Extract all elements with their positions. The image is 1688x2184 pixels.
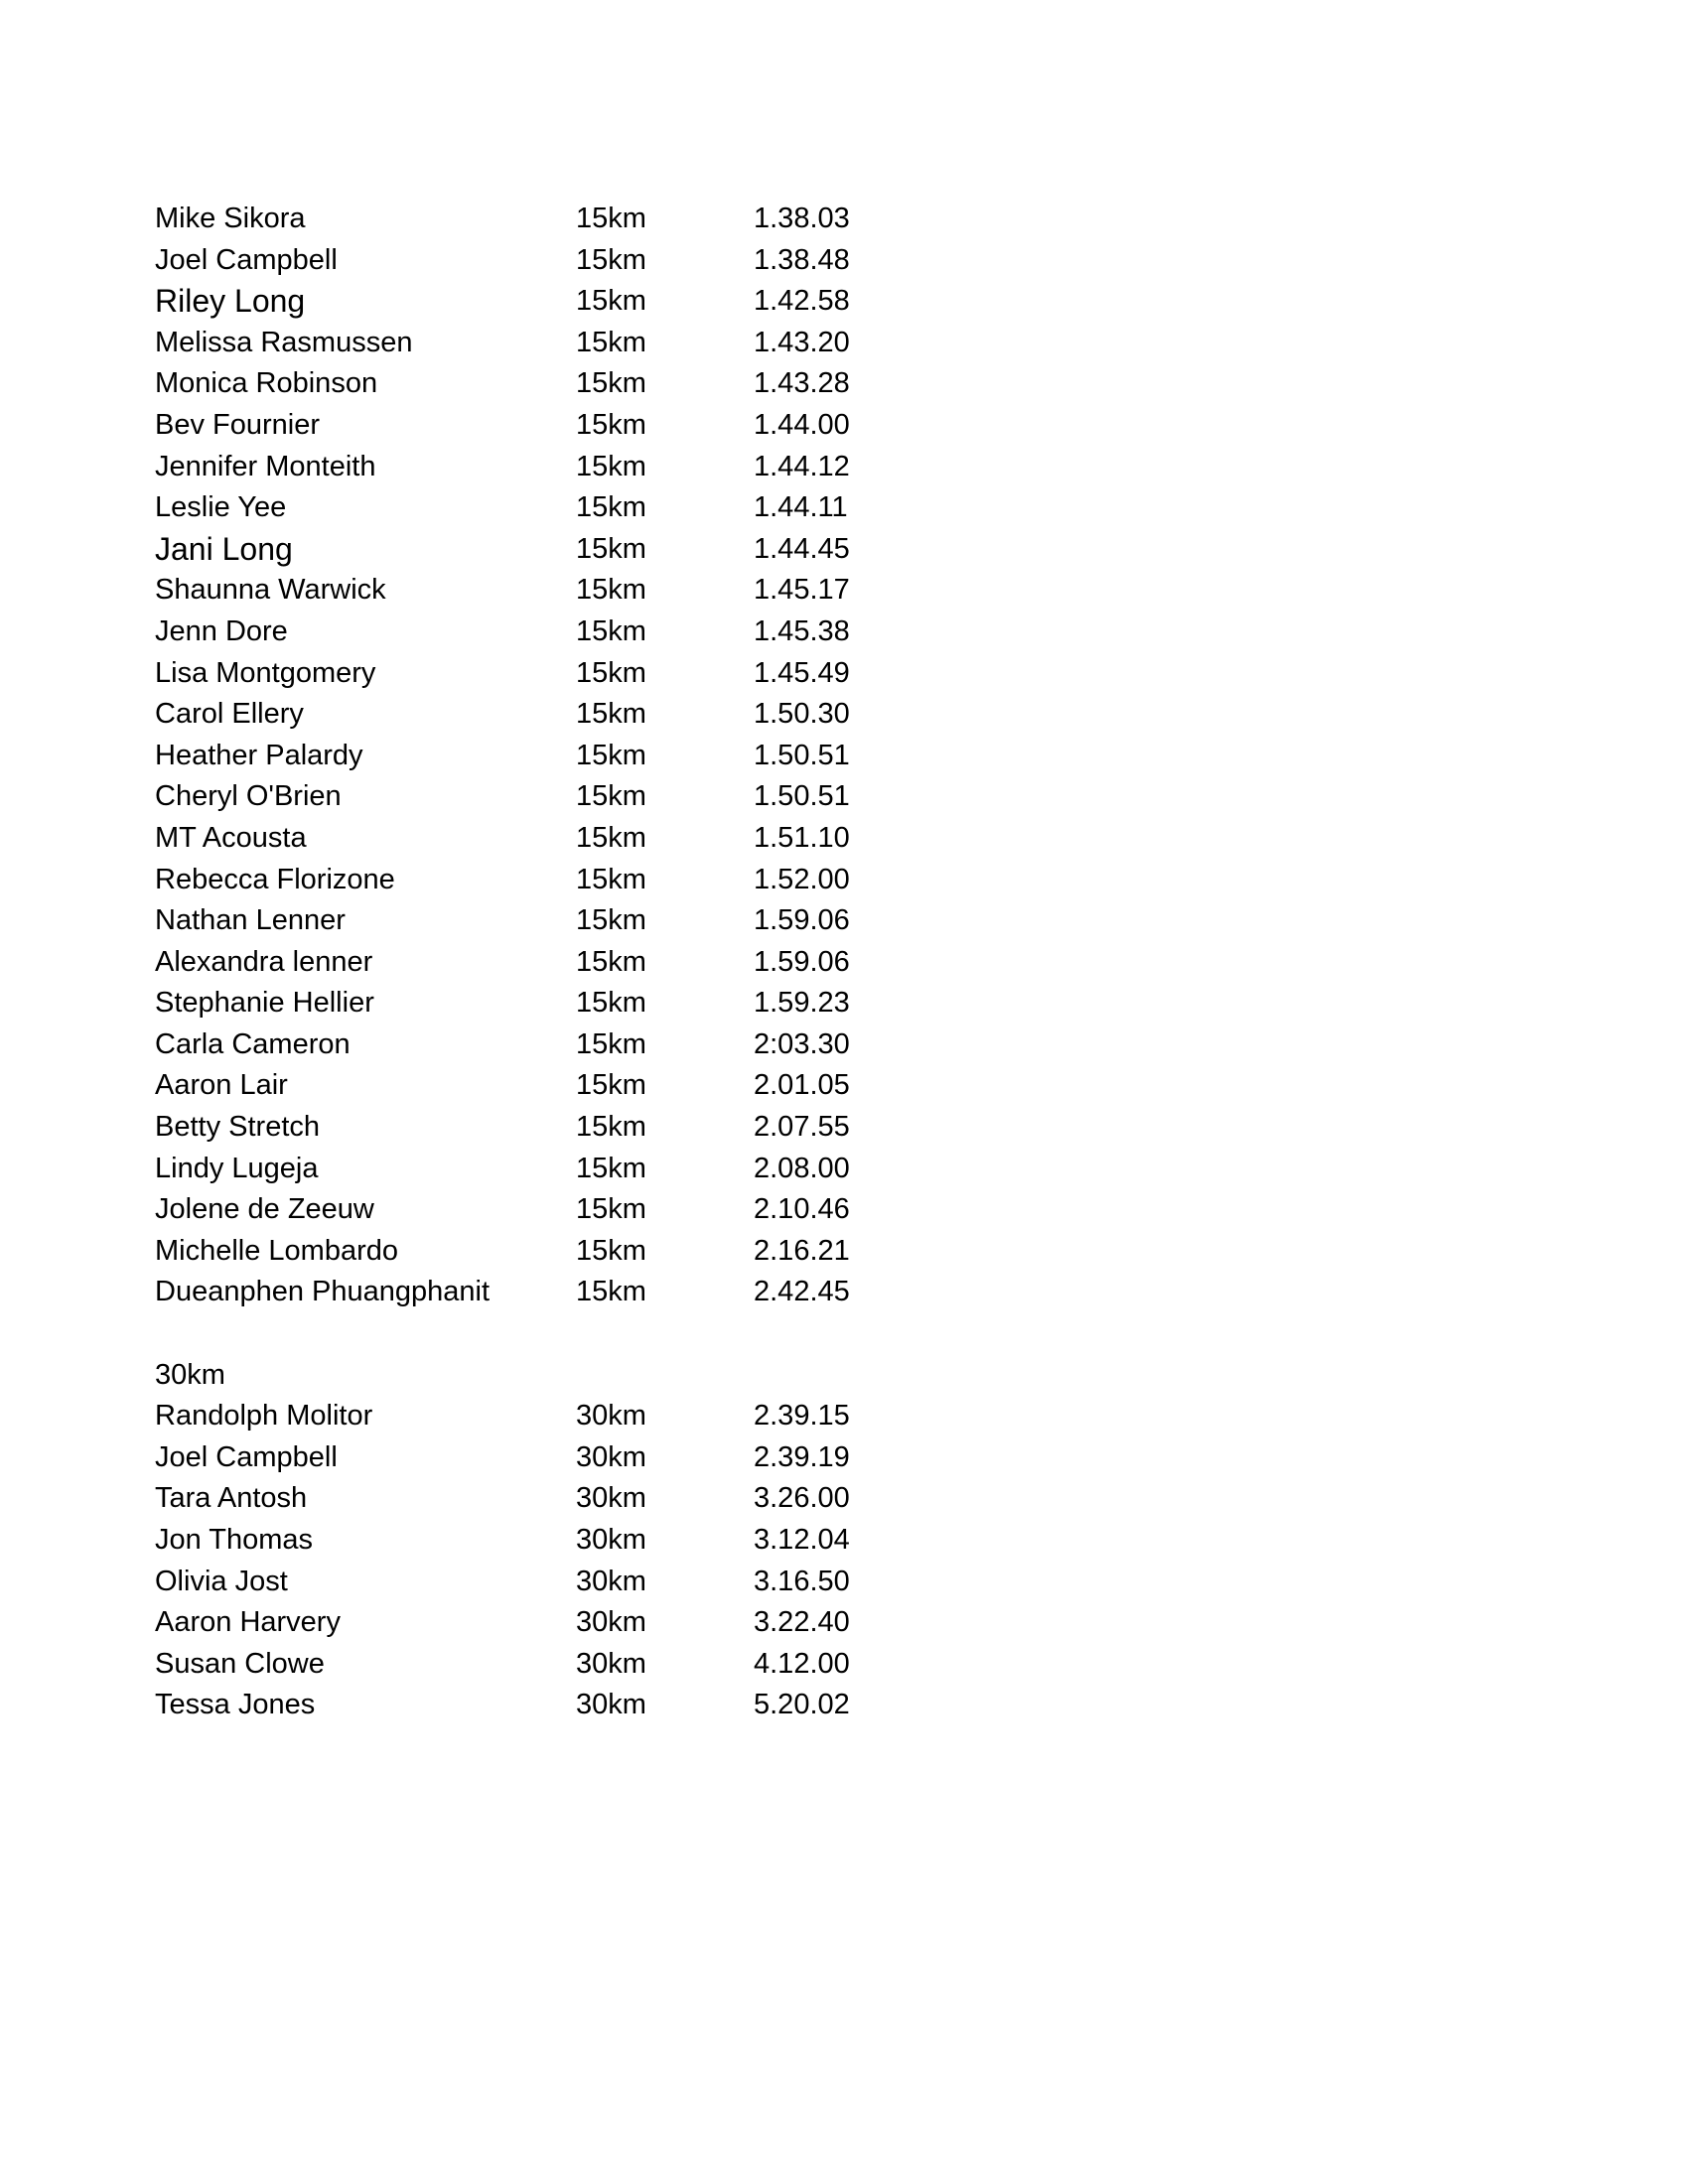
runner-name: Jolene de Zeeuw	[155, 1193, 374, 1226]
distance: 15km	[576, 285, 646, 318]
runner-name: Aaron Lair	[155, 1069, 288, 1102]
result-row	[155, 1562, 1049, 1603]
result-row	[155, 199, 1049, 240]
runner-name: Lindy Lugeja	[155, 1152, 319, 1184]
finish-time: 1.45.17	[754, 574, 850, 607]
result-row	[155, 281, 1049, 323]
runner-name: Jani Long	[155, 530, 293, 567]
runner-name: Carol Ellery	[155, 698, 304, 731]
result-row	[155, 1231, 1049, 1273]
distance: 30km	[576, 1440, 646, 1473]
finish-time: 3.26.00	[754, 1482, 850, 1515]
result-row	[155, 653, 1049, 695]
section-30km	[155, 1355, 1049, 1726]
runner-name: Joel Campbell	[155, 1440, 338, 1473]
result-row	[155, 447, 1049, 488]
runner-name: Rebecca Florizone	[155, 863, 395, 895]
finish-time: 4.12.00	[754, 1647, 850, 1680]
finish-time: 1.45.49	[754, 656, 850, 689]
finish-time: 1.38.48	[754, 243, 850, 276]
distance: 15km	[576, 698, 646, 731]
finish-time: 2.07.55	[754, 1111, 850, 1144]
result-row	[155, 1189, 1049, 1231]
finish-time: 2.42.45	[754, 1276, 850, 1308]
runner-name: Melissa Rasmussen	[155, 326, 413, 358]
distance: 15km	[576, 1193, 646, 1226]
runner-name: Tara Antosh	[155, 1482, 308, 1515]
runner-name: Shaunna Warwick	[155, 574, 386, 607]
result-row	[155, 1065, 1049, 1107]
runner-name: Leslie Yee	[155, 491, 287, 524]
runner-name: Betty Stretch	[155, 1111, 321, 1144]
result-row	[155, 1685, 1049, 1726]
finish-time: 1.44.45	[754, 532, 850, 565]
result-row	[155, 570, 1049, 612]
finish-time: 1.51.10	[754, 821, 850, 854]
result-row	[155, 1396, 1049, 1437]
runner-name: Bev Fournier	[155, 408, 321, 441]
distance: 30km	[576, 1689, 646, 1721]
result-row	[155, 736, 1049, 777]
runner-name: Mike Sikora	[155, 203, 306, 234]
result-row	[155, 363, 1049, 405]
distance: 15km	[576, 1276, 646, 1308]
runner-name: Dueanphen Phuangphanit	[155, 1276, 491, 1308]
result-row	[155, 1520, 1049, 1562]
runner-name: Susan Clowe	[155, 1647, 325, 1680]
distance: 15km	[576, 1152, 646, 1184]
distance: 15km	[576, 1027, 646, 1060]
finish-time: 1.59.06	[754, 904, 850, 937]
distance: 15km	[576, 408, 646, 441]
finish-time: 1.59.23	[754, 987, 850, 1020]
result-row	[155, 1149, 1049, 1190]
runner-name: Riley Long	[155, 283, 306, 320]
runner-name: Nathan Lenner	[155, 904, 346, 937]
distance: 15km	[576, 821, 646, 854]
result-row	[155, 900, 1049, 942]
finish-time: 5.20.02	[754, 1689, 850, 1721]
distance: 15km	[576, 326, 646, 358]
finish-time: 2.39.19	[754, 1440, 850, 1473]
result-row	[155, 776, 1049, 818]
finish-time: 1.44.12	[754, 450, 850, 482]
result-row	[155, 860, 1049, 901]
finish-time: 1.45.38	[754, 614, 850, 647]
runner-name: Carla Cameron	[155, 1027, 351, 1060]
distance: 15km	[576, 780, 646, 813]
finish-time: 1.50.51	[754, 739, 850, 771]
runner-name: Aaron Harvery	[155, 1606, 341, 1639]
finish-time: 3.16.50	[754, 1565, 850, 1597]
distance: 30km	[576, 1400, 646, 1433]
runner-name: Jennifer Monteith	[155, 450, 376, 482]
results-list	[155, 199, 1049, 1726]
result-row	[155, 612, 1049, 653]
finish-time: 1.52.00	[754, 863, 850, 895]
finish-time: 1.42.58	[754, 285, 850, 318]
result-row	[155, 983, 1049, 1024]
finish-time: 1.43.20	[754, 326, 850, 358]
distance: 15km	[576, 1234, 646, 1267]
runner-name: Tessa Jones	[155, 1689, 316, 1721]
distance: 15km	[576, 367, 646, 400]
distance: 15km	[576, 945, 646, 978]
finish-time: 2.01.05	[754, 1069, 850, 1102]
distance: 15km	[576, 656, 646, 689]
distance: 15km	[576, 987, 646, 1020]
finish-time: 3.12.04	[754, 1524, 850, 1556]
result-row	[155, 1644, 1049, 1686]
finish-time: 1.38.03	[754, 203, 850, 234]
result-row	[155, 240, 1049, 282]
runner-name: Joel Campbell	[155, 243, 338, 276]
distance: 30km	[576, 1606, 646, 1639]
runner-name: MT Acousta	[155, 821, 307, 854]
runner-name: Alexandra lenner	[155, 945, 373, 978]
runner-name: Randolph Molitor	[155, 1400, 373, 1433]
distance: 15km	[576, 904, 646, 937]
result-row	[155, 818, 1049, 860]
result-row	[155, 405, 1049, 447]
distance: 15km	[576, 243, 646, 276]
finish-time: 2.16.21	[754, 1234, 850, 1267]
distance: 30km	[576, 1524, 646, 1556]
finish-time: 2.08.00	[754, 1152, 850, 1184]
finish-time: 1.50.30	[754, 698, 850, 731]
distance: 15km	[576, 203, 646, 234]
finish-time: 1.59.06	[754, 945, 850, 978]
result-row	[155, 529, 1049, 571]
result-row	[155, 694, 1049, 736]
distance: 30km	[576, 1647, 646, 1680]
distance: 30km	[576, 1565, 646, 1597]
finish-time: 2.39.15	[754, 1400, 850, 1433]
distance: 15km	[576, 614, 646, 647]
runner-name: Heather Palardy	[155, 739, 363, 771]
distance: 15km	[576, 863, 646, 895]
section-15km	[155, 199, 1049, 1313]
section-spacer	[155, 1313, 1049, 1355]
finish-time: 1.50.51	[754, 780, 850, 813]
result-row	[155, 1024, 1049, 1066]
distance: 30km	[576, 1482, 646, 1515]
distance: 15km	[576, 450, 646, 482]
distance: 15km	[576, 574, 646, 607]
result-row	[155, 1437, 1049, 1479]
runner-name: Jenn Dore	[155, 614, 288, 647]
result-row	[155, 942, 1049, 984]
distance: 15km	[576, 739, 646, 771]
finish-time: 2:03.30	[754, 1027, 850, 1060]
runner-name: Jon Thomas	[155, 1524, 314, 1556]
runner-name: Monica Robinson	[155, 367, 378, 400]
result-row	[155, 487, 1049, 529]
runner-name: Lisa Montgomery	[155, 656, 376, 689]
runner-name: Stephanie Hellier	[155, 987, 374, 1020]
distance: 15km	[576, 532, 646, 565]
result-row	[155, 1107, 1049, 1149]
distance: 15km	[576, 491, 646, 524]
distance: 15km	[576, 1069, 646, 1102]
result-row	[155, 1602, 1049, 1644]
section-heading: 30km	[155, 1358, 225, 1391]
finish-time: 3.22.40	[754, 1606, 850, 1639]
finish-time: 1.44.11	[754, 491, 848, 524]
distance: 15km	[576, 1111, 646, 1144]
finish-time: 1.43.28	[754, 367, 850, 400]
finish-time: 1.44.00	[754, 408, 850, 441]
result-row	[155, 1478, 1049, 1520]
result-row	[155, 1272, 1049, 1313]
runner-name: Olivia Jost	[155, 1565, 288, 1597]
result-row	[155, 323, 1049, 364]
finish-time: 2.10.46	[754, 1193, 850, 1226]
runner-name: Michelle Lombardo	[155, 1234, 399, 1267]
runner-name: Cheryl O'Brien	[155, 780, 342, 813]
